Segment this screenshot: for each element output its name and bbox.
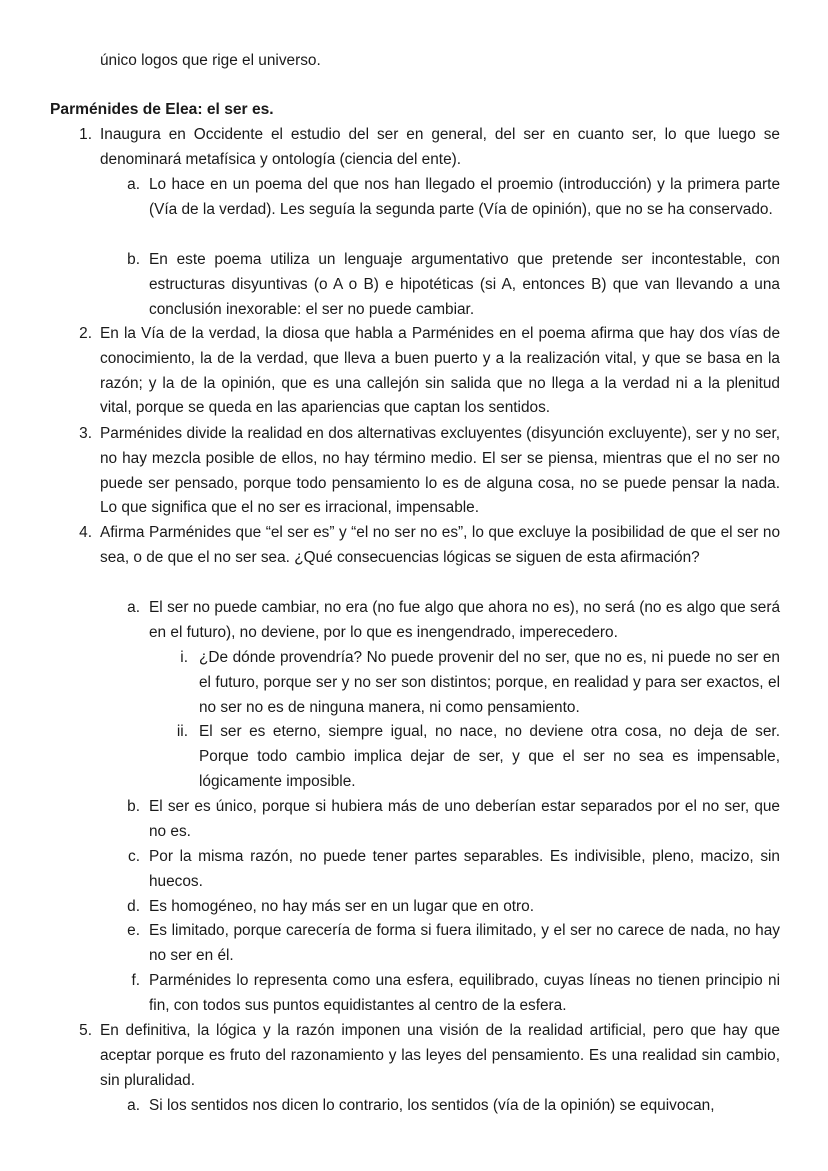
- list-item-text: El ser es único, porque si hubiera más de uno deberían estar separados por el no ser, que no es.: [149, 798, 780, 840]
- list-marker: 3.: [79, 425, 92, 442]
- list-item-text: Afirma Parménides que “el ser es” y “el no ser no es”, lo que excluye la posibilidad de que el ser no sea, o de que el no ser sea. ¿Qué consecuencias lógicas se siguen de esta afirmación?: [100, 524, 780, 566]
- list-marker: a.: [127, 176, 140, 193]
- intro-line: único logos que rige el universo.: [100, 52, 321, 69]
- list-item-text: Inaugura en Occidente el estudio del ser en general, del ser en cuanto ser, lo que luego se denominará metafísica y ontología (ciencia del ente).: [100, 126, 780, 168]
- list-marker: b.: [127, 251, 140, 268]
- list-marker: a.: [127, 599, 140, 616]
- list-marker: c.: [128, 848, 140, 865]
- list-item-text: Es limitado, porque carecería de forma si fuera ilimitado, y el ser no carece de nada, no hay no ser en él.: [149, 922, 780, 964]
- list-marker: 2.: [79, 325, 92, 342]
- list-item-text: Si los sentidos nos dicen lo contrario, los sentidos (vía de la opinión) se equivocan,: [149, 1097, 715, 1114]
- list-marker: 4.: [79, 524, 92, 541]
- section-heading: Parménides de Elea: el ser es.: [50, 101, 274, 118]
- list-marker: i.: [180, 649, 188, 666]
- list-marker: a.: [127, 1097, 140, 1114]
- list-item-text: Parménides divide la realidad en dos alternativas excluyentes (disyunción excluyente), ser y no ser, no hay mezcla posible de ellos, no hay término medio. El ser se piensa, mientras que el no ser no puede ser pensado, porque todo pensamiento lo es de alguna cosa, no se puede pensar la nada. Lo que significa que el no ser es irracional, impensable.: [100, 425, 780, 517]
- list-item-text: Lo hace en un poema del que nos han llegado el proemio (introducción) y la primera parte (Vía de la verdad). Les seguía la segunda parte (Vía de opinión), que no se ha conservado.: [149, 176, 780, 218]
- list-marker: d.: [127, 898, 140, 915]
- list-item-text: En definitiva, la lógica y la razón imponen una visión de la realidad artificial, pero que hay que aceptar porque es fruto del razonamiento y las leyes del pensamiento. Es una realidad sin cambio, sin pluralidad.: [100, 1022, 780, 1089]
- list-marker: e.: [127, 922, 140, 939]
- list-item-text: Por la misma razón, no puede tener partes separables. Es indivisible, pleno, macizo, sin huecos.: [149, 848, 780, 890]
- list-marker: ii.: [176, 723, 188, 740]
- list-marker: f.: [131, 972, 140, 989]
- list-item-text: El ser es eterno, siempre igual, no nace, no deviene otra cosa, no deja de ser. Porque todo cambio implica dejar de ser, y que el ser no sea es impensable, lógicamente imposible.: [199, 723, 780, 790]
- list-marker: 1.: [79, 126, 92, 143]
- list-item-text: El ser no puede cambiar, no era (no fue algo que ahora no es), no será (no es algo que será en el futuro), no deviene, por lo que es inengendrado, imperecedero.: [149, 599, 780, 641]
- list-marker: 5.: [79, 1022, 92, 1039]
- list-item-text: Es homogéneo, no hay más ser en un lugar que en otro.: [149, 898, 535, 915]
- list-marker: b.: [127, 798, 140, 815]
- list-item-text: En la Vía de la verdad, la diosa que habla a Parménides en el poema afirma que hay dos vías de conocimiento, la de la verdad, que lleva a buen puerto y a la realización vital, y que se basa en la razón; y la de la opinión, que es una callejón sin salida que no llega a la verdad ni a la plenitud vital, porque se queda en las apariencias que captan los sentidos.: [100, 325, 780, 417]
- list-item-text: Parménides lo representa como una esfera, equilibrado, cuyas líneas no tienen principio ni fin, con todos sus puntos equidistantes al centro de la esfera.: [149, 972, 780, 1014]
- list-item-text: ¿De dónde provendría? No puede provenir del no ser, que no es, ni puede no ser en el futuro, porque ser y no ser son distintos; porque, en realidad y para ser exactos, el no ser no es de ninguna manera, ni como pensamiento.: [199, 649, 780, 716]
- list-item-text: En este poema utiliza un lenguaje argumentativo que pretende ser incontestable, con estructuras disyuntivas (o A o B) e hipotéticas (si A, entonces B) que van llevando a una conclusión inexorable: el ser no puede cambiar.: [149, 251, 780, 318]
